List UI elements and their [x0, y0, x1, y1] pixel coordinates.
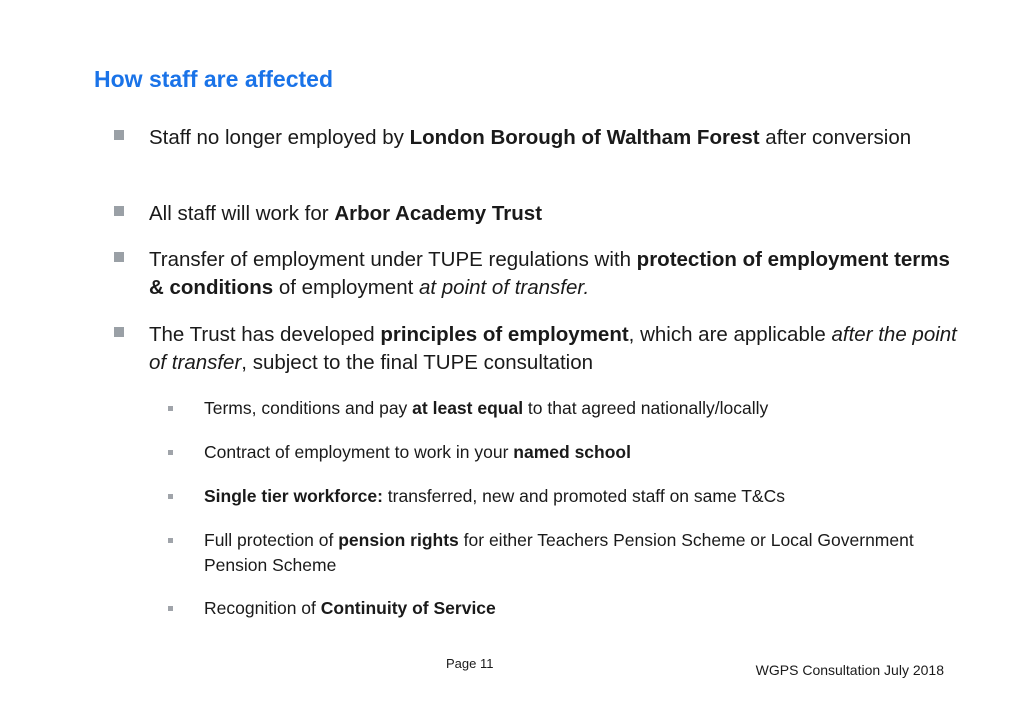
page-number: Page 11 — [446, 656, 494, 671]
bullet-text — [149, 248, 950, 299]
bullet-item — [149, 124, 959, 152]
square-bullet-icon — [114, 252, 124, 262]
bullet-item — [149, 321, 959, 377]
text-run: after conversion — [759, 126, 912, 149]
italic-text-run: at point of transfer. — [418, 276, 590, 299]
text-run: , which are applicable — [628, 323, 832, 346]
sub-bullet-item — [204, 596, 924, 621]
square-bullet-icon — [114, 327, 124, 337]
text-run: Staff no longer employed by — [149, 126, 410, 149]
bold-text-run: Continuity of Service — [320, 598, 496, 618]
text-run: Full protection of — [204, 530, 339, 550]
bullet-item — [149, 246, 959, 302]
bold-text-run: named school — [513, 442, 631, 462]
text-run: Terms, conditions and pay — [204, 398, 413, 418]
text-run: Contract of employment to work in your — [204, 442, 514, 462]
bold-text-run: Arbor Academy Trust — [334, 202, 543, 225]
text-run: Recognition of — [204, 598, 321, 618]
bullet-item — [149, 200, 959, 228]
bullet-text — [149, 126, 911, 149]
text-run: Transfer of employment under TUPE regulations with — [149, 248, 637, 271]
sub-bullet-item — [204, 484, 924, 509]
small-square-bullet-icon — [168, 450, 173, 455]
footer-text: WGPS Consultation July 2018 — [755, 662, 944, 678]
bullet-text — [149, 323, 957, 374]
square-bullet-icon — [114, 130, 124, 140]
bold-text-run: protection of employment terms & conditions — [149, 248, 950, 299]
bullet-text — [149, 202, 542, 225]
text-run: All staff will work for — [149, 202, 335, 225]
page-title: How staff are affected — [94, 66, 334, 92]
text-run: , subject to the final TUPE consultation — [241, 351, 594, 374]
text-run: of employment — [273, 276, 419, 299]
small-square-bullet-icon — [168, 406, 173, 411]
italic-text-run: after the point of transfer — [149, 323, 957, 374]
small-square-bullet-icon — [168, 606, 173, 611]
small-square-bullet-icon — [168, 494, 173, 499]
bold-text-run: Single tier workforce: — [204, 486, 383, 506]
bold-text-run: at least equal — [412, 398, 524, 418]
text-run: The Trust has developed — [149, 323, 381, 346]
small-square-bullet-icon — [168, 538, 173, 543]
sub-bullet-text — [204, 486, 785, 506]
sub-bullet-text — [204, 530, 914, 575]
sub-bullet-text — [204, 398, 768, 418]
sub-bullet-text — [204, 598, 496, 618]
bold-text-run: pension rights — [338, 530, 459, 550]
bold-text-run: principles of employment — [380, 323, 629, 346]
text-run: for either Teachers Pension Scheme or Local Government Pension Scheme — [204, 530, 914, 575]
text-run: to that agreed nationally/locally — [523, 398, 769, 418]
bold-text-run: London Borough of Waltham Forest — [409, 126, 760, 149]
sub-bullet-item — [204, 396, 924, 421]
sub-bullet-text — [204, 442, 631, 462]
sub-bullet-item — [204, 440, 924, 465]
text-run: transferred, new and promoted staff on same T&Cs — [382, 486, 785, 506]
square-bullet-icon — [114, 206, 124, 216]
sub-bullet-item — [204, 528, 924, 578]
